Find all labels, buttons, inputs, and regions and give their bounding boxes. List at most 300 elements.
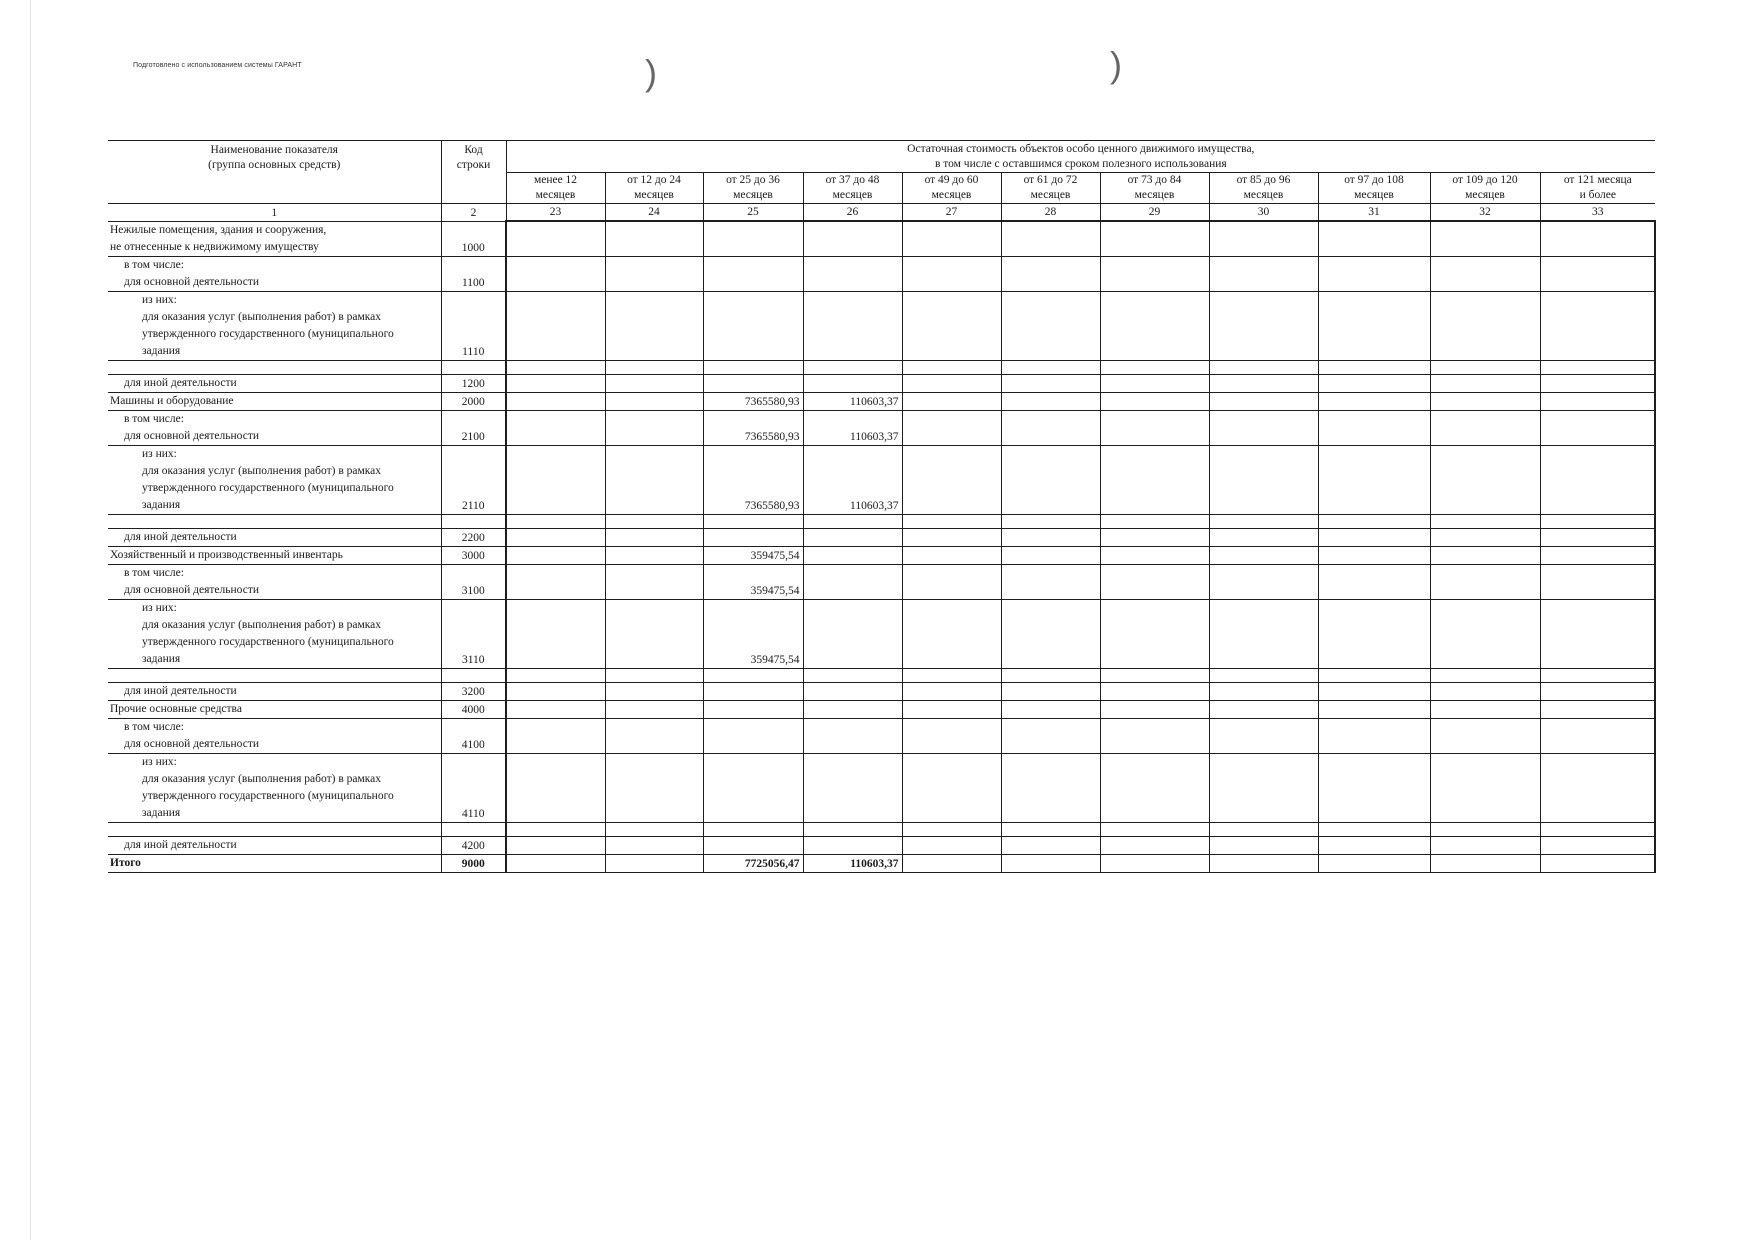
value-cell: [902, 374, 1001, 392]
value-cell: 359475,54: [703, 599, 803, 668]
value-cell: [1209, 546, 1318, 564]
value-cell: [1318, 718, 1430, 753]
value-cell: [1540, 854, 1655, 872]
value-cell: [1209, 682, 1318, 700]
row-code: 4200: [441, 836, 506, 854]
value-cell: [902, 682, 1001, 700]
column-header-name: [108, 141, 441, 204]
column-number: 30: [1209, 204, 1318, 222]
row-code: 3000: [441, 546, 506, 564]
value-cell: [803, 291, 902, 360]
value-cell: [703, 256, 803, 291]
value-cell: [1100, 753, 1209, 822]
value-cell: [605, 256, 703, 291]
row-name-line: для основной деятельности: [124, 737, 259, 750]
value-cell: [506, 392, 605, 410]
value-cell: [902, 599, 1001, 668]
empty-cell: [1209, 360, 1318, 374]
value-cell: [1318, 410, 1430, 445]
value-cell: [803, 528, 902, 546]
value-cell: [506, 291, 605, 360]
table-row: [108, 599, 1655, 668]
table-row: [108, 410, 1655, 445]
period-header-line: от 73 до 84: [1127, 174, 1182, 186]
value-cell: [1318, 374, 1430, 392]
value-cell: [1100, 682, 1209, 700]
value-cell: [1430, 256, 1540, 291]
row-name: [108, 374, 441, 392]
value-cell: [703, 718, 803, 753]
column-number: 27: [902, 204, 1001, 222]
period-header-line: менее 12: [533, 174, 578, 186]
period-header-line: месяцев: [1354, 189, 1394, 201]
row-name: [108, 528, 441, 546]
value-cell: [1209, 854, 1318, 872]
period-header-line: от 25 до 36: [726, 174, 780, 186]
value-cell: [605, 599, 703, 668]
value-cell: [902, 546, 1001, 564]
row-name-line: в том числе:: [124, 566, 184, 579]
column-number: 26: [803, 204, 902, 222]
row-name-line: для иной деятельности: [124, 838, 237, 851]
spacer-row: [108, 514, 1655, 528]
row-name: [108, 546, 441, 564]
value-cell: [1100, 410, 1209, 445]
column-number: 28: [1001, 204, 1100, 222]
value-cell: [1318, 546, 1430, 564]
value-cell: [1318, 682, 1430, 700]
empty-cell: [1001, 514, 1100, 528]
value-cell: [605, 682, 703, 700]
value-cell: [1540, 599, 1655, 668]
table-row: [108, 445, 1655, 514]
value-cell: [803, 546, 902, 564]
value-cell: [506, 410, 605, 445]
column-number: 23: [506, 204, 605, 222]
spacer-name-cell: [108, 668, 441, 682]
value-cell: [1100, 700, 1209, 718]
row-code: 1100: [441, 256, 506, 291]
period-header: [1209, 173, 1318, 204]
value-cell: [506, 546, 605, 564]
value-cell: [803, 221, 902, 256]
header-row-top: [108, 141, 1655, 173]
row-name-line: для иной деятельности: [124, 684, 237, 697]
period-header-line: от 109 до 120: [1452, 174, 1518, 186]
row-code: 2110: [441, 445, 506, 514]
column-header-code: [441, 141, 506, 204]
row-name-line: для оказания услуг (выполнения работ) в рамках: [142, 618, 382, 631]
table-row: [108, 753, 1655, 822]
value-cell: [803, 599, 902, 668]
value-cell: [1100, 221, 1209, 256]
value-cell: [1001, 445, 1100, 514]
value-cell: [506, 564, 605, 599]
value-cell: [902, 291, 1001, 360]
period-header-line: месяцев: [1030, 189, 1071, 201]
row-name: [108, 599, 441, 668]
value-cell: 7365580,93: [703, 445, 803, 514]
row-name-line: для основной деятельности: [124, 583, 259, 596]
table-row: [108, 291, 1655, 360]
empty-cell: [803, 360, 902, 374]
value-cell: [1209, 221, 1318, 256]
value-cell: [902, 753, 1001, 822]
empty-cell: [441, 668, 506, 682]
row-name-line: утвержденного государственного (муниципального: [142, 635, 394, 648]
empty-cell: [902, 668, 1001, 682]
value-cell: [1540, 546, 1655, 564]
value-cell: [703, 221, 803, 256]
value-cell: [605, 836, 703, 854]
value-cell: [1430, 599, 1540, 668]
value-cell: [1540, 392, 1655, 410]
spacer-name-cell: [108, 514, 441, 528]
empty-cell: [803, 668, 902, 682]
period-header-line: и более: [1579, 189, 1617, 201]
period-header-line: месяцев: [1465, 189, 1505, 201]
period-header: [1100, 173, 1209, 204]
row-name-line: Итого: [110, 856, 141, 869]
column-header-name-line: Наименование показателя: [210, 144, 338, 156]
value-cell: [1001, 410, 1100, 445]
value-cell: [1430, 564, 1540, 599]
period-header: [506, 173, 605, 204]
table-body: [108, 221, 1655, 872]
row-name: [108, 854, 441, 872]
column-number: 32: [1430, 204, 1540, 222]
row-name-line: для оказания услуг (выполнения работ) в рамках: [142, 464, 382, 477]
value-cell: [1209, 374, 1318, 392]
empty-cell: [1318, 514, 1430, 528]
value-cell: [1100, 256, 1209, 291]
value-cell: [703, 836, 803, 854]
value-cell: 110603,37: [803, 392, 902, 410]
row-name-line: Прочие основные средства: [110, 702, 242, 715]
row-code: 3110: [441, 599, 506, 668]
empty-cell: [1318, 668, 1430, 682]
value-cell: [1001, 836, 1100, 854]
empty-cell: [1430, 514, 1540, 528]
value-cell: [605, 753, 703, 822]
value-cell: [902, 392, 1001, 410]
period-header-line: месяцев: [931, 189, 972, 201]
column-number: 25: [703, 204, 803, 222]
empty-cell: [506, 360, 605, 374]
value-cell: [703, 700, 803, 718]
row-name: [108, 718, 441, 753]
row-name-line: задания: [142, 652, 181, 665]
row-name-line: из них:: [142, 755, 177, 768]
table-row: [108, 374, 1655, 392]
value-cell: [1001, 753, 1100, 822]
period-header: [1318, 173, 1430, 204]
empty-cell: [506, 514, 605, 528]
value-cell: [1430, 718, 1540, 753]
garant-note: Подготовлено с использованием системы ГАРАНТ: [133, 62, 302, 69]
value-cell: [605, 564, 703, 599]
value-cell: [1001, 854, 1100, 872]
row-code: 3200: [441, 682, 506, 700]
row-name: [108, 410, 441, 445]
column-header-code-line: строки: [456, 159, 491, 171]
value-cell: 110603,37: [803, 445, 902, 514]
row-name: [108, 682, 441, 700]
row-name-line: для иной деятельности: [124, 376, 237, 389]
value-cell: [1430, 291, 1540, 360]
empty-cell: [902, 822, 1001, 836]
row-name-line: в том числе:: [124, 720, 184, 733]
row-name-line: задания: [142, 344, 181, 357]
residual-value-table: [108, 140, 1656, 873]
table-row: [108, 564, 1655, 599]
column-number-row: [108, 204, 1655, 222]
row-name: [108, 445, 441, 514]
value-cell: [605, 374, 703, 392]
value-cell: [1209, 564, 1318, 599]
table-row: [108, 392, 1655, 410]
value-cell: [1318, 564, 1430, 599]
empty-cell: [1318, 360, 1430, 374]
empty-cell: [1318, 822, 1430, 836]
row-code: 3100: [441, 564, 506, 599]
value-cell: [1001, 528, 1100, 546]
value-cell: [902, 700, 1001, 718]
value-cell: [506, 700, 605, 718]
value-cell: [703, 682, 803, 700]
empty-cell: [703, 668, 803, 682]
value-cell: [1209, 392, 1318, 410]
value-cell: [1001, 256, 1100, 291]
value-cell: [1540, 718, 1655, 753]
empty-cell: [703, 822, 803, 836]
empty-cell: [1430, 668, 1540, 682]
column-number: 2: [441, 204, 506, 222]
value-cell: [1318, 854, 1430, 872]
period-header-line: от 49 до 60: [924, 174, 979, 186]
row-name-line: для основной деятельности: [124, 275, 259, 288]
column-header-group-line: Остаточная стоимость объектов особо ценного движимого имущества,: [907, 143, 1255, 155]
value-cell: [1001, 700, 1100, 718]
row-name: [108, 836, 441, 854]
value-cell: [1318, 753, 1430, 822]
value-cell: [1001, 718, 1100, 753]
row-name-line: из них:: [142, 601, 177, 614]
value-cell: [1100, 445, 1209, 514]
punch-hole-mark: ): [645, 52, 657, 93]
empty-cell: [1001, 668, 1100, 682]
value-cell: [1209, 599, 1318, 668]
empty-cell: [902, 360, 1001, 374]
value-cell: [902, 410, 1001, 445]
table-row: [108, 221, 1655, 256]
value-cell: [1430, 836, 1540, 854]
empty-cell: [1540, 668, 1655, 682]
value-cell: [1318, 599, 1430, 668]
value-cell: [1100, 528, 1209, 546]
value-cell: [1430, 528, 1540, 546]
period-header-line: месяцев: [1243, 189, 1284, 201]
empty-cell: [1540, 822, 1655, 836]
punch-hole-mark: ): [1110, 44, 1122, 85]
value-cell: [1209, 410, 1318, 445]
row-code: 1110: [441, 291, 506, 360]
empty-cell: [902, 514, 1001, 528]
value-cell: [506, 836, 605, 854]
value-cell: [1100, 854, 1209, 872]
value-cell: [902, 836, 1001, 854]
table-row: [108, 256, 1655, 291]
spacer-name-cell: [108, 822, 441, 836]
row-name-line: не отнесенные к недвижимому имуществу: [110, 240, 319, 253]
value-cell: [803, 700, 902, 718]
row-code: 4000: [441, 700, 506, 718]
value-cell: [1540, 700, 1655, 718]
value-cell: [1100, 564, 1209, 599]
row-name-line: для оказания услуг (выполнения работ) в рамках: [142, 310, 382, 323]
value-cell: [1209, 718, 1318, 753]
row-name-line: для оказания услуг (выполнения работ) в рамках: [142, 772, 382, 785]
value-cell: 7365580,93: [703, 410, 803, 445]
value-cell: [1318, 528, 1430, 546]
value-cell: [1430, 392, 1540, 410]
empty-cell: [441, 514, 506, 528]
column-number: 33: [1540, 204, 1655, 222]
empty-cell: [1209, 514, 1318, 528]
row-name: [108, 392, 441, 410]
table-row: [108, 718, 1655, 753]
value-cell: [506, 854, 605, 872]
value-cell: [1001, 221, 1100, 256]
row-name: [108, 753, 441, 822]
value-cell: [803, 836, 902, 854]
value-cell: [605, 546, 703, 564]
period-header: [605, 173, 703, 204]
value-cell: [1430, 682, 1540, 700]
value-cell: [506, 682, 605, 700]
period-header-line: месяцев: [634, 189, 674, 201]
value-cell: [1430, 445, 1540, 514]
empty-cell: [506, 822, 605, 836]
period-header-line: месяцев: [1134, 189, 1175, 201]
period-header: [902, 173, 1001, 204]
value-cell: [605, 700, 703, 718]
value-cell: [1209, 836, 1318, 854]
empty-cell: [803, 822, 902, 836]
value-cell: [1540, 256, 1655, 291]
value-cell: [605, 392, 703, 410]
column-header-name-line: (группа основных средств): [208, 159, 341, 171]
value-cell: [506, 528, 605, 546]
value-cell: [902, 528, 1001, 546]
value-cell: [1209, 445, 1318, 514]
row-name: [108, 564, 441, 599]
value-cell: [1001, 564, 1100, 599]
table-row: [108, 682, 1655, 700]
value-cell: [703, 291, 803, 360]
table-row: [108, 700, 1655, 718]
column-number: 24: [605, 204, 703, 222]
column-number: 29: [1100, 204, 1209, 222]
value-cell: [1209, 528, 1318, 546]
value-cell: [1430, 753, 1540, 822]
row-code: 4100: [441, 718, 506, 753]
table-row: [108, 836, 1655, 854]
value-cell: 110603,37: [803, 410, 902, 445]
page-edge: [30, 0, 31, 1240]
table-header: [108, 141, 1655, 222]
period-header-line: месяцев: [832, 189, 873, 201]
value-cell: [1209, 256, 1318, 291]
table-row: [108, 528, 1655, 546]
value-cell: 359475,54: [703, 546, 803, 564]
row-name-line: Машины и оборудование: [110, 394, 234, 407]
value-cell: [1100, 599, 1209, 668]
empty-cell: [1540, 360, 1655, 374]
value-cell: [1430, 221, 1540, 256]
value-cell: [902, 445, 1001, 514]
value-cell: 7365580,93: [703, 392, 803, 410]
empty-cell: [1209, 668, 1318, 682]
column-header-group: [506, 141, 1655, 173]
table-row: [108, 546, 1655, 564]
value-cell: [1540, 291, 1655, 360]
value-cell: [803, 718, 902, 753]
empty-cell: [1100, 822, 1209, 836]
period-header: [1430, 173, 1540, 204]
value-cell: [803, 564, 902, 599]
row-name: [108, 291, 441, 360]
period-header: [1001, 173, 1100, 204]
value-cell: [1209, 753, 1318, 822]
period-header-line: от 12 до 24: [627, 174, 681, 186]
value-cell: [506, 718, 605, 753]
value-cell: 110603,37: [803, 854, 902, 872]
value-cell: [1209, 700, 1318, 718]
value-cell: [1540, 374, 1655, 392]
value-cell: [605, 410, 703, 445]
row-name-line: утвержденного государственного (муниципального: [142, 789, 394, 802]
empty-cell: [605, 514, 703, 528]
total-row: [108, 854, 1655, 872]
empty-cell: [1540, 514, 1655, 528]
value-cell: [506, 256, 605, 291]
empty-cell: [506, 668, 605, 682]
value-cell: [605, 221, 703, 256]
row-name: [108, 256, 441, 291]
value-cell: [703, 753, 803, 822]
value-cell: [1540, 410, 1655, 445]
row-name: [108, 700, 441, 718]
spacer-row: [108, 668, 1655, 682]
empty-cell: [441, 822, 506, 836]
value-cell: [1540, 528, 1655, 546]
value-cell: [1318, 700, 1430, 718]
row-name-line: в том числе:: [124, 258, 184, 271]
empty-cell: [803, 514, 902, 528]
value-cell: [1430, 546, 1540, 564]
value-cell: [1100, 374, 1209, 392]
value-cell: [1540, 836, 1655, 854]
empty-cell: [605, 822, 703, 836]
value-cell: [1318, 836, 1430, 854]
empty-cell: [1209, 822, 1318, 836]
value-cell: [803, 256, 902, 291]
value-cell: [1001, 599, 1100, 668]
empty-cell: [703, 360, 803, 374]
period-header: [703, 173, 803, 204]
row-name-line: в том числе:: [124, 412, 184, 425]
